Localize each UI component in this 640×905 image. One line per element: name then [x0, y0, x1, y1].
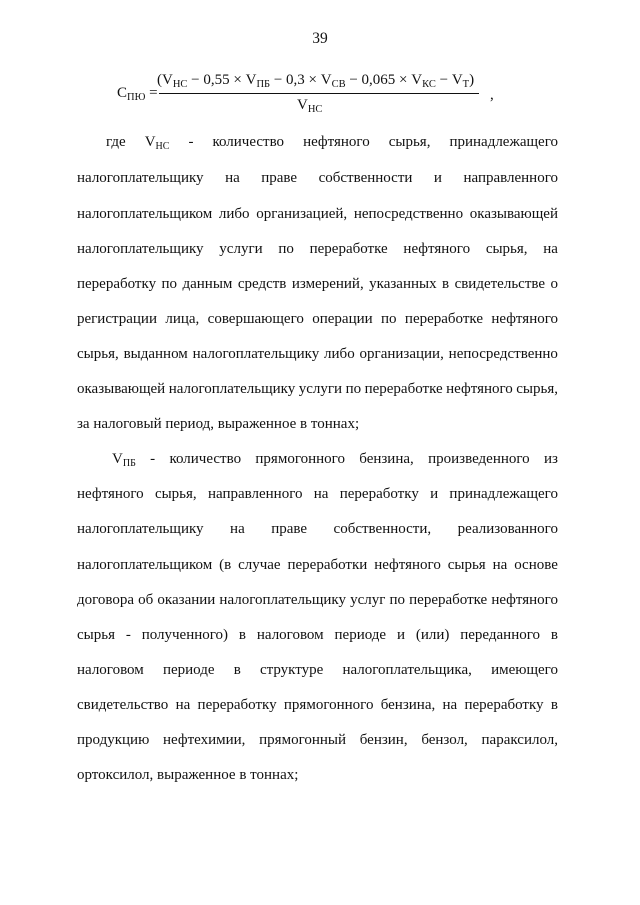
variable-symbol: $V_{НС}$	[144, 134, 170, 152]
word: средств	[237, 276, 287, 292]
word: бензол,	[421, 732, 468, 748]
word: основе	[514, 557, 558, 573]
word: праве	[261, 170, 298, 186]
word: переработки	[287, 557, 368, 573]
word: направленного	[463, 170, 558, 186]
word: сырья	[77, 627, 115, 643]
word: и	[396, 627, 405, 643]
word: сырья	[447, 557, 486, 573]
word: прямогонного	[255, 451, 345, 467]
text-line	[77, 345, 558, 363]
text-line	[77, 169, 558, 187]
word: на	[230, 521, 245, 537]
word: свидетельстве	[454, 276, 546, 292]
word: продукцию	[77, 732, 150, 748]
formula-denominator: $V_{НС}$	[297, 97, 323, 115]
word: полученного)	[141, 627, 229, 643]
text-line	[77, 696, 558, 714]
word: переработке	[364, 381, 443, 397]
word: оказывающей	[77, 381, 166, 397]
word: нефтехимии,	[163, 732, 246, 748]
word: на	[492, 557, 508, 573]
formula-term: )	[469, 72, 475, 88]
word: прямогонный	[259, 732, 347, 748]
formula-comma: ,	[490, 87, 494, 103]
word: измерений,	[291, 276, 364, 292]
formula-subscript: КС	[422, 79, 436, 90]
word: нефтяного	[446, 381, 513, 397]
formula-subscript: ПБ	[256, 79, 271, 90]
word: и	[430, 486, 439, 502]
word: либо	[218, 206, 250, 222]
word: сырья,	[154, 486, 197, 502]
word: либо	[324, 346, 355, 362]
word: переработку	[77, 276, 157, 292]
word: в	[233, 662, 241, 678]
word: налогоплательщику	[168, 381, 296, 397]
word: нефтяного	[403, 241, 471, 257]
word: где	[106, 134, 126, 150]
word: оказании	[157, 592, 216, 608]
word: периоде	[334, 627, 387, 643]
word: услуги	[219, 241, 263, 257]
word: праве	[271, 521, 308, 537]
word: свидетельство	[77, 697, 169, 713]
text-line: за налоговый период, выраженное в тоннах;	[77, 416, 360, 432]
formula-subscript: Т	[462, 79, 470, 90]
word: регистрации	[77, 311, 157, 327]
word: налоговом	[256, 627, 324, 643]
text-line	[77, 275, 558, 293]
word: налогоплательщиком	[77, 206, 213, 222]
word: в	[442, 276, 450, 292]
word: договора	[77, 592, 135, 608]
word: сырья,	[516, 381, 558, 397]
text-line	[77, 485, 558, 503]
word: услуги	[298, 381, 343, 397]
word: переработку	[464, 697, 544, 713]
word: организацией,	[256, 206, 348, 222]
word: на	[442, 697, 458, 713]
word: на	[175, 697, 191, 713]
word: налогоплательщиком	[77, 557, 213, 573]
formula-term: − 0,065 × V	[345, 72, 423, 88]
word: нефтяного	[491, 311, 558, 327]
word: лица,	[165, 311, 200, 327]
text-line	[77, 591, 558, 609]
word: по	[345, 381, 362, 397]
word: переданного	[460, 627, 541, 643]
word: сырья,	[77, 346, 119, 362]
word: совершающего	[207, 311, 304, 327]
word: собственности	[318, 170, 413, 186]
word: данным	[182, 276, 233, 292]
word: (в	[219, 557, 232, 573]
word: по	[389, 592, 406, 608]
word: на	[313, 486, 329, 502]
word: сырья,	[388, 134, 431, 150]
word: организации,	[359, 346, 444, 362]
word: налогоплательщику	[77, 521, 204, 537]
word: -	[125, 627, 131, 643]
word: параксилол,	[481, 732, 558, 748]
word: налоговом	[77, 662, 144, 678]
text-line: ортоксилол, выраженное в тоннах;	[77, 767, 299, 783]
text-line	[77, 556, 558, 574]
word: направленного	[207, 486, 303, 502]
word: собственности,	[333, 521, 432, 537]
word: (или)	[415, 627, 450, 643]
word: непосредственно	[448, 346, 558, 362]
text-line	[77, 380, 558, 398]
word: бензина,	[380, 697, 436, 713]
word: переработку	[197, 697, 277, 713]
word: бензина,	[359, 451, 414, 467]
formula-term: − 0,3 × V	[270, 72, 332, 88]
word: переработке	[309, 241, 388, 257]
word: прямогонного	[283, 697, 374, 713]
word: -	[188, 134, 194, 150]
word: в	[550, 627, 558, 643]
word: в	[238, 627, 247, 643]
word: нефтяного	[491, 592, 558, 608]
formula-term: − 0,55 × V	[187, 72, 257, 88]
word: переработке	[409, 592, 488, 608]
word: на	[225, 170, 240, 186]
word: по	[278, 241, 294, 257]
word: операции	[312, 311, 373, 327]
word: случае	[238, 557, 281, 573]
word: произведенного	[428, 451, 530, 467]
word: периоде	[162, 662, 215, 678]
text-line	[77, 240, 558, 258]
word: налогоплательщику	[77, 170, 204, 186]
fraction-bar	[159, 93, 479, 94]
word: -	[150, 451, 156, 467]
word: нефтяного	[374, 557, 441, 573]
word: оказывающей	[469, 206, 558, 222]
formula-numerator	[157, 72, 474, 89]
word: налогоплательщику	[192, 346, 320, 362]
word: по	[381, 311, 397, 327]
word: имеющего	[491, 662, 558, 678]
word: налогоплательщика,	[342, 662, 472, 678]
word: и	[433, 170, 442, 186]
word: переработке	[404, 311, 483, 327]
word: принадлежащего	[449, 486, 558, 502]
variable-symbol: $V_{ПБ}$	[112, 451, 136, 469]
formula-lhs: $С_{ПЮ}$ =	[117, 85, 158, 103]
word: непосредственно	[353, 206, 464, 222]
word: нефтяного	[77, 486, 144, 502]
word: услуг	[350, 592, 386, 608]
word: налогоплательщику	[219, 592, 346, 608]
word: бензин,	[359, 732, 408, 748]
word: о	[550, 276, 558, 292]
word: структуре	[259, 662, 324, 678]
word: количество	[212, 134, 285, 150]
word: принадлежащего	[449, 134, 558, 150]
word: на	[543, 241, 558, 257]
text-line	[112, 450, 558, 470]
formula-term: (V	[157, 72, 173, 88]
word: выданном	[123, 346, 188, 362]
text-line	[77, 310, 558, 328]
word: по	[161, 276, 178, 292]
word: указанных	[369, 276, 437, 292]
text-line	[77, 626, 558, 644]
word: количество	[169, 451, 242, 467]
word: переработку	[339, 486, 419, 502]
formula-subscript: СВ	[331, 79, 346, 90]
word: реализованного	[457, 521, 558, 537]
text-line	[77, 661, 558, 679]
word: в	[550, 697, 558, 713]
word: нефтяного	[303, 134, 370, 150]
text-line	[77, 731, 558, 749]
page-number: 39	[312, 30, 328, 47]
text-line	[77, 520, 558, 538]
word: об	[138, 592, 154, 608]
formula-subscript: НС	[172, 79, 188, 90]
text-line	[106, 133, 558, 153]
word: из	[544, 451, 558, 467]
formula-term: − V	[435, 72, 463, 88]
word: налогоплательщику	[77, 241, 204, 257]
text-line	[77, 205, 558, 223]
word: сырья,	[485, 241, 528, 257]
